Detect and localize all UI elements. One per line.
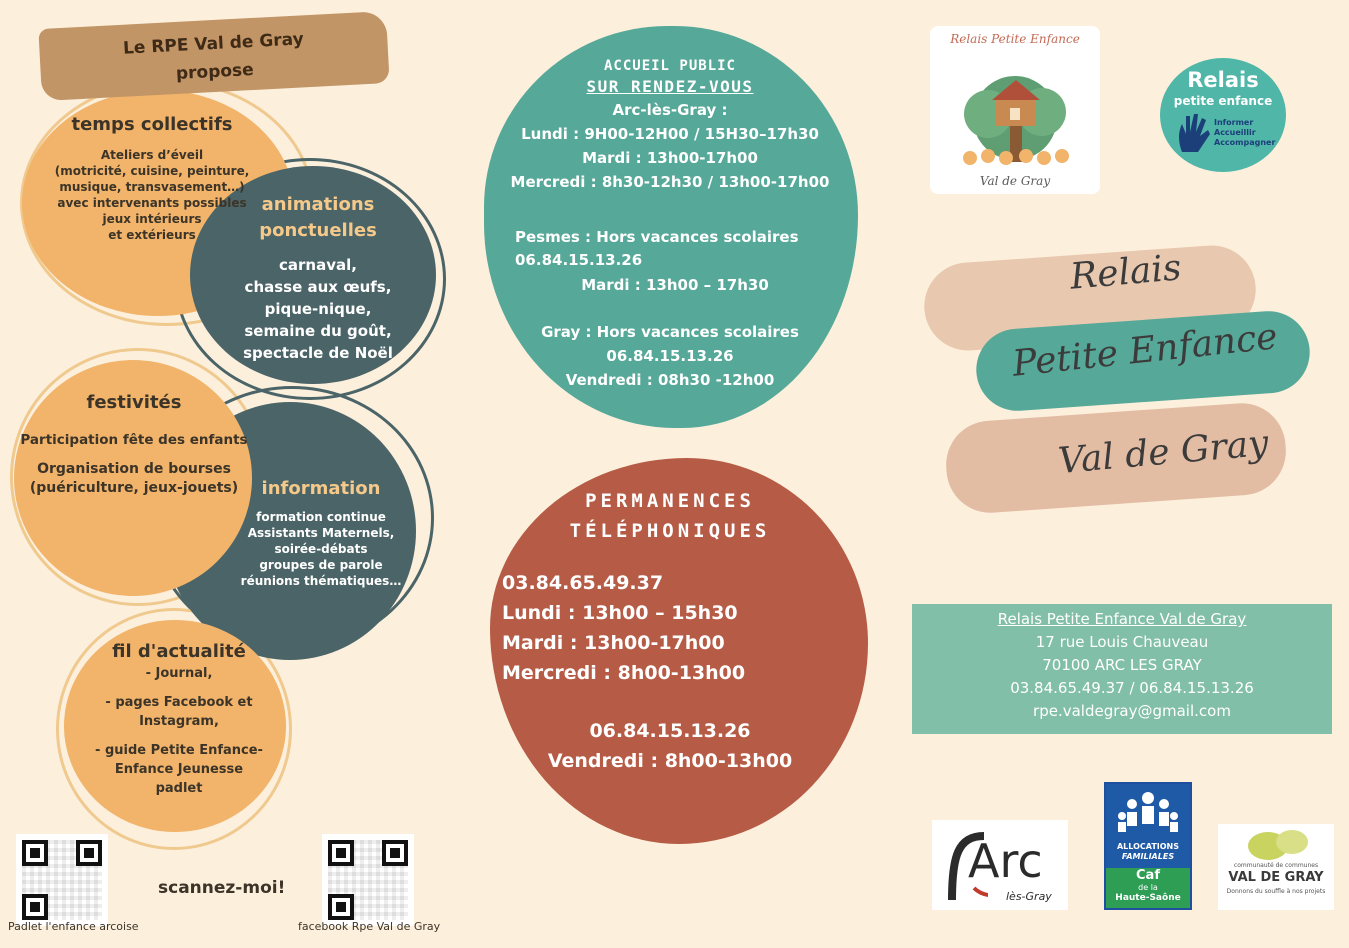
contact-email[interactable]: rpe.valdegray@gmail.com	[1033, 702, 1231, 720]
accueil-title: ACCUEIL PUBLIC	[603, 58, 736, 74]
relais-badge-l1: Informer	[1214, 118, 1254, 127]
pesmes-hours: Mardi : 13h00 – 17h30	[581, 276, 769, 294]
animations-title: ponctuelles	[259, 220, 377, 241]
brand-word-petite-enfance: Petite Enfance	[1010, 316, 1280, 385]
header-line2: propose	[175, 59, 255, 84]
pesmes-section	[515, 226, 835, 298]
scan-label: scannez-moi!	[158, 878, 286, 898]
information-title: information	[261, 478, 381, 499]
caf-logo-l4: de la	[1138, 883, 1158, 892]
festivites-line: Participation fête des enfants	[20, 432, 248, 448]
tree-house-icon	[930, 26, 1100, 194]
caf-logo-l1: ALLOCATIONS	[1116, 842, 1180, 851]
arc-logo-small: lès-Gray	[1006, 890, 1052, 903]
permanences-friday	[520, 716, 820, 776]
animations-section	[200, 192, 436, 364]
collectifs-title: temps collectifs	[71, 114, 233, 135]
animations-item: carnaval,	[279, 256, 357, 274]
information-section	[236, 478, 406, 589]
collectifs-line: et extérieurs	[108, 228, 196, 242]
relais-badge-l3: Accompagner	[1214, 138, 1276, 147]
permanences-title: TÉLÉPHONIQUES	[569, 520, 771, 542]
actualite-line: - guide Petite Enfance-	[95, 743, 263, 758]
gray-phone: 06.84.15.13.26	[606, 347, 734, 365]
information-line: formation continue	[256, 510, 386, 524]
collectifs-line: jeux intérieurs	[102, 212, 202, 226]
qr-code-facebook[interactable]	[322, 834, 414, 926]
collectifs-line: Ateliers d’éveil	[100, 148, 204, 162]
animations-item: semaine du goût,	[244, 322, 392, 340]
family-icon	[1106, 784, 1190, 842]
festivites-title: festivités	[86, 392, 182, 413]
accueil-line: Mardi : 13h00-17h00	[582, 149, 758, 167]
collectifs-line: musique, transvasement…)	[59, 180, 245, 194]
tree-house-logo	[930, 26, 1100, 194]
tree-logo-arc-text: Relais Petite Enfance	[950, 32, 1080, 46]
qr-code-padlet[interactable]	[16, 834, 108, 926]
animations-title: animations	[261, 194, 375, 215]
information-line: réunions thématiques…	[240, 574, 402, 588]
caf-logo	[1104, 782, 1192, 910]
qr-caption-padlet: Padlet l'enfance arcoise	[8, 920, 139, 933]
festivites-line: (puériculture, jeux-jouets)	[29, 480, 239, 496]
caf-logo-green	[1106, 868, 1190, 908]
accueil-line: Lundi : 9H00-12H00 / 15H30–17h30	[521, 125, 819, 143]
relais-badge-l2: Accueillir	[1214, 128, 1256, 137]
permanences-line: Mercredi : 8h00-13h00	[502, 662, 746, 684]
permanences-hours	[502, 568, 832, 688]
actualite-line: - pages Facebook et	[105, 695, 253, 710]
animations-item: pique-nique,	[264, 300, 372, 318]
accueil-arc: Arc-lès-Gray :	[612, 101, 728, 119]
actualite-line: Instagram,	[139, 714, 219, 729]
information-line: Assistants Maternels,	[247, 526, 395, 540]
gray-section	[500, 320, 840, 392]
permanences-title: PERMANENCES	[585, 490, 755, 512]
actualite-line: - Journal,	[145, 666, 213, 681]
qr-caption-facebook: facebook Rpe Val de Gray	[298, 920, 441, 933]
actualite-line: padlet	[155, 781, 203, 796]
contact-phones: 03.84.65.49.37 / 06.84.15.13.26	[1010, 679, 1254, 697]
caf-logo-blue	[1106, 784, 1190, 868]
information-line: groupes de parole	[259, 558, 383, 572]
arc-logo	[932, 820, 1068, 910]
permanences-line: Mardi : 13h00-17h00	[502, 632, 725, 654]
brand-word-val-de-gray: Val de Gray	[1056, 422, 1271, 483]
contact-city: 70100 ARC LES GRAY	[1042, 656, 1202, 674]
actualite-title: fil d'actualité	[112, 641, 246, 662]
accueil-line: Mercredi : 8h30-12h30 / 13h00-17h00	[510, 173, 830, 191]
actualite-line: Enfance Jeunesse	[114, 762, 244, 777]
animations-item: chasse aux œufs,	[244, 278, 392, 296]
accueil-subtitle: SUR RENDEZ-VOUS	[586, 77, 754, 96]
vdg-logo-tag: Donnons du souffle à nos projets	[1226, 888, 1326, 895]
header-banner	[38, 11, 389, 101]
caf-logo-l2: FAMILIALES	[1121, 852, 1175, 861]
contact-box	[912, 604, 1332, 734]
permanences-phone: 06.84.15.13.26	[589, 720, 751, 742]
permanences-line: Vendredi : 8h00-13h00	[547, 750, 793, 772]
vdg-logo-name: VAL DE GRAY	[1228, 870, 1324, 885]
pesmes-title: Pesmes : Hors vacances scolaires	[515, 228, 799, 246]
contact-name[interactable]: Relais Petite Enfance Val de Gray	[997, 610, 1247, 628]
caf-logo-l5: Haute-Saône	[1115, 893, 1181, 903]
header-line1: Le RPE Val de Gray	[122, 29, 305, 59]
vdg-logo-top: communauté de communes	[1233, 862, 1319, 869]
festivites-line: Organisation de bourses	[37, 461, 231, 477]
pesmes-phone: 06.84.15.13.26	[515, 251, 643, 269]
festivites-section	[16, 392, 252, 498]
permanences-phone: 03.84.65.49.37	[502, 572, 664, 594]
actualite-section	[74, 640, 284, 798]
accueil-section	[494, 56, 846, 194]
relais-badge-title: Relais	[1187, 68, 1259, 92]
relais-badge-sub: petite enfance	[1173, 94, 1273, 108]
relais-badge	[1160, 58, 1286, 172]
caf-logo-l3: Caf	[1136, 868, 1160, 883]
gray-title: Gray : Hors vacances scolaires	[541, 323, 799, 341]
arc-logo-big: Arc	[968, 834, 1043, 888]
permanences-line: Lundi : 13h00 – 15h30	[502, 602, 738, 624]
contact-street: 17 rue Louis Chauveau	[1035, 633, 1209, 651]
brand-word-relais: Relais	[1068, 247, 1183, 298]
gray-hours: Vendredi : 08h30 -12h00	[565, 371, 775, 389]
collectifs-line: (motricité, cuisine, peinture,	[54, 164, 250, 178]
val-de-gray-logo	[1218, 824, 1334, 910]
leaf-icon	[1238, 826, 1318, 866]
collectifs-line: avec intervenants possibles	[57, 196, 247, 210]
hand-icon	[1174, 112, 1214, 156]
tree-logo-bottom: Val de Gray	[979, 174, 1051, 188]
animations-item: spectacle de Noël	[243, 344, 393, 362]
permanences-header	[520, 486, 820, 546]
information-line: soirée-débats	[274, 542, 368, 556]
